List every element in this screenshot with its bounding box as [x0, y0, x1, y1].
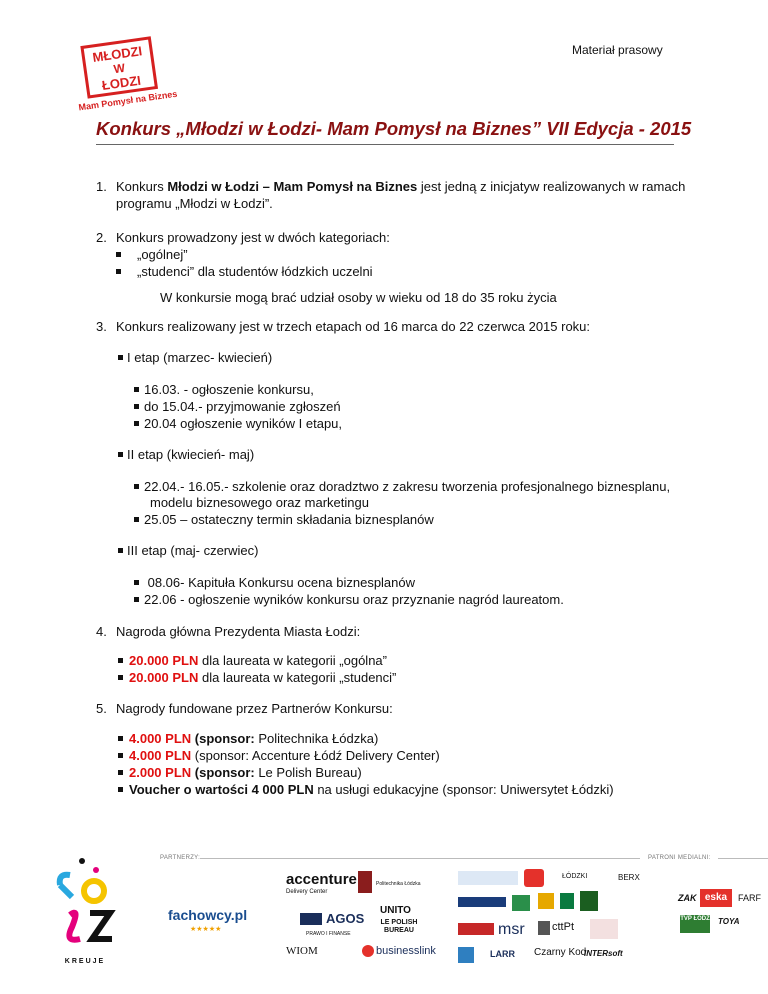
stage-3: III etap (maj- czerwiec)	[118, 542, 258, 560]
accenture-sub: Delivery Center	[286, 889, 328, 895]
kreuje-text: KREUJE	[64, 958, 106, 965]
stage-3-b: 22.06 - ogłoszenie wyników konkursu oraz przyznanie nagród laureatom.	[134, 591, 564, 609]
item-5-number: 5.	[96, 701, 107, 716]
agos-mark-icon	[300, 913, 322, 925]
logo-line-3: ŁODZI	[100, 72, 142, 93]
item-2-bullet-1: „ogólnej”	[116, 246, 188, 264]
item-4-text: Nagroda główna Prezydenta Miasta Łodzi:	[116, 624, 361, 639]
politechnika-crest-icon	[358, 871, 372, 893]
item-2-bullet-2: „studenci” dla studentów łódzkich uczelni	[116, 263, 373, 281]
partner-logo-9	[538, 921, 550, 935]
fachowcy-logo: fachowcy.pl	[168, 907, 248, 923]
stage-2: II etap (kwiecień- maj)	[118, 446, 254, 464]
larr-logo: LARR	[490, 949, 515, 959]
partner-logo-5	[538, 893, 554, 909]
partner-logo-11	[458, 947, 474, 963]
item-3-text: Konkurs realizowany jest w trzech etapach od 16 marca do 22 czerwca 2015 roku:	[116, 319, 591, 334]
item-1-number: 1.	[96, 179, 107, 194]
partner-prize-2: 4.000 PLN (sponsor: Accenture Łódź Delivery Center)	[118, 747, 440, 765]
eska-logo: eska	[700, 889, 732, 907]
stage-2-b: 25.05 – ostateczny termin składania biznesplanów	[134, 511, 434, 529]
accenture-logo: accenture	[286, 871, 357, 888]
berx-logo: BERX	[618, 873, 640, 882]
politechnika-logo: Politechnika Łódzka	[376, 881, 421, 887]
press-material-label: Materiał prasowy	[572, 43, 663, 57]
main-prize-general: 20.000 PLN dla laureata w kategorii „ogólna”	[118, 652, 387, 670]
partner-logo-2	[524, 869, 544, 887]
intersoft-logo: INTERsoft	[584, 949, 623, 958]
partner-logo-8	[458, 923, 494, 935]
lodzki-logo: ŁÓDZKI	[562, 873, 588, 880]
toya-logo: TOYA	[718, 917, 740, 926]
wiom-logo: WIOM	[286, 945, 318, 957]
partner-logo-7	[580, 891, 598, 911]
logo-line-1: MŁODZI	[91, 43, 144, 66]
partner-logo-3	[458, 897, 506, 907]
item-2-number: 2.	[96, 230, 107, 245]
stage-1: I etap (marzec- kwiecień)	[118, 349, 272, 367]
logo-line-2: W	[112, 60, 126, 77]
partner-logo-6	[560, 893, 574, 909]
item-4-number: 4.	[96, 624, 107, 639]
item-1-text: Konkurs Młodzi w Łodzi – Mam Pomysł na Biznes jest jedną z inicjatyw realizowanych w ramach	[116, 179, 686, 194]
lepolish-logo: LE POLISH BUREAU	[380, 919, 418, 934]
unito-logo: UNITO	[380, 905, 411, 916]
stage-1-b: do 15.04.- przyjmowanie zgłoszeń	[134, 398, 341, 416]
businesslink-logo: businesslink	[376, 945, 436, 957]
item-1-line2: programu „Młodzi w Łodzi”.	[116, 196, 273, 211]
stage-3-a: 08.06- Kapituła Konkursu ocena biznesplanów	[134, 574, 415, 592]
item-2-text: Konkurs prowadzony jest w dwóch kategoriach:	[116, 230, 390, 245]
stage-1-a: 16.03. - ogłoszenie konkursu,	[134, 381, 314, 399]
fachowcy-stars-icon: ★★★★★	[190, 926, 222, 933]
zak-logo: ZAK	[678, 893, 697, 903]
mlodzi-w-lodzi-logo	[77, 34, 178, 113]
lodz-kreuje-logo	[50, 855, 120, 975]
media-patrons-label: PATRONI MEDIALNI:	[648, 855, 711, 861]
czarnykod-logo: Czarny Kod	[534, 947, 587, 958]
partner-prize-1: 4.000 PLN (sponsor: Politechnika Łódzka)	[118, 730, 378, 748]
cttpt-logo: cttPt	[552, 921, 575, 933]
main-prize-students: 20.000 PLN dla laureata w kategorii „studenci”	[118, 669, 396, 687]
tvp-logo: TVP ŁÓDŹ	[680, 915, 710, 933]
partner-logo-4	[512, 895, 530, 911]
partners-label: PARTNERZY:	[160, 855, 201, 861]
partner-logo-1	[458, 871, 518, 885]
partner-prize-3: 2.000 PLN (sponsor: Le Polish Bureau)	[118, 764, 362, 782]
agos-logo: AGOS	[326, 911, 365, 926]
sponsors-banner	[50, 845, 768, 994]
agos-sub: PRAWO I FINANSE	[306, 931, 351, 937]
logo-line-4: Mam Pomysł na Biznes	[77, 88, 178, 113]
item-5-text: Nagrody fundowane przez Partnerów Konkursu:	[116, 701, 393, 716]
partner-prize-4: Voucher o wartości 4 000 PLN na usługi edukacyjne (sponsor: Uniwersytet Łódzki)	[118, 781, 614, 799]
stage-2-a: 22.04.- 16.05.- szkolenie oraz doradztwo z zakresu tworzenia profesjonalnego biznesplanu,	[134, 478, 670, 496]
age-note: W konkursie mogą brać udział osoby w wieku od 18 do 35 roku życia	[160, 290, 557, 305]
item-3-number: 3.	[96, 319, 107, 334]
document-title: Konkurs „Młodzi w Łodzi- Mam Pomysł na Biznes” VII Edycja - 2015	[96, 118, 674, 145]
msr-logo: msr	[498, 921, 525, 938]
stage-1-c: 20.04 ogłoszenie wyników I etapu,	[134, 415, 342, 433]
businesslink-icon	[362, 945, 374, 957]
partner-logo-10	[590, 919, 618, 939]
stage-2-a-cont: modelu biznesowego oraz marketingu	[150, 495, 369, 510]
farf-logo: FARF	[738, 893, 762, 903]
